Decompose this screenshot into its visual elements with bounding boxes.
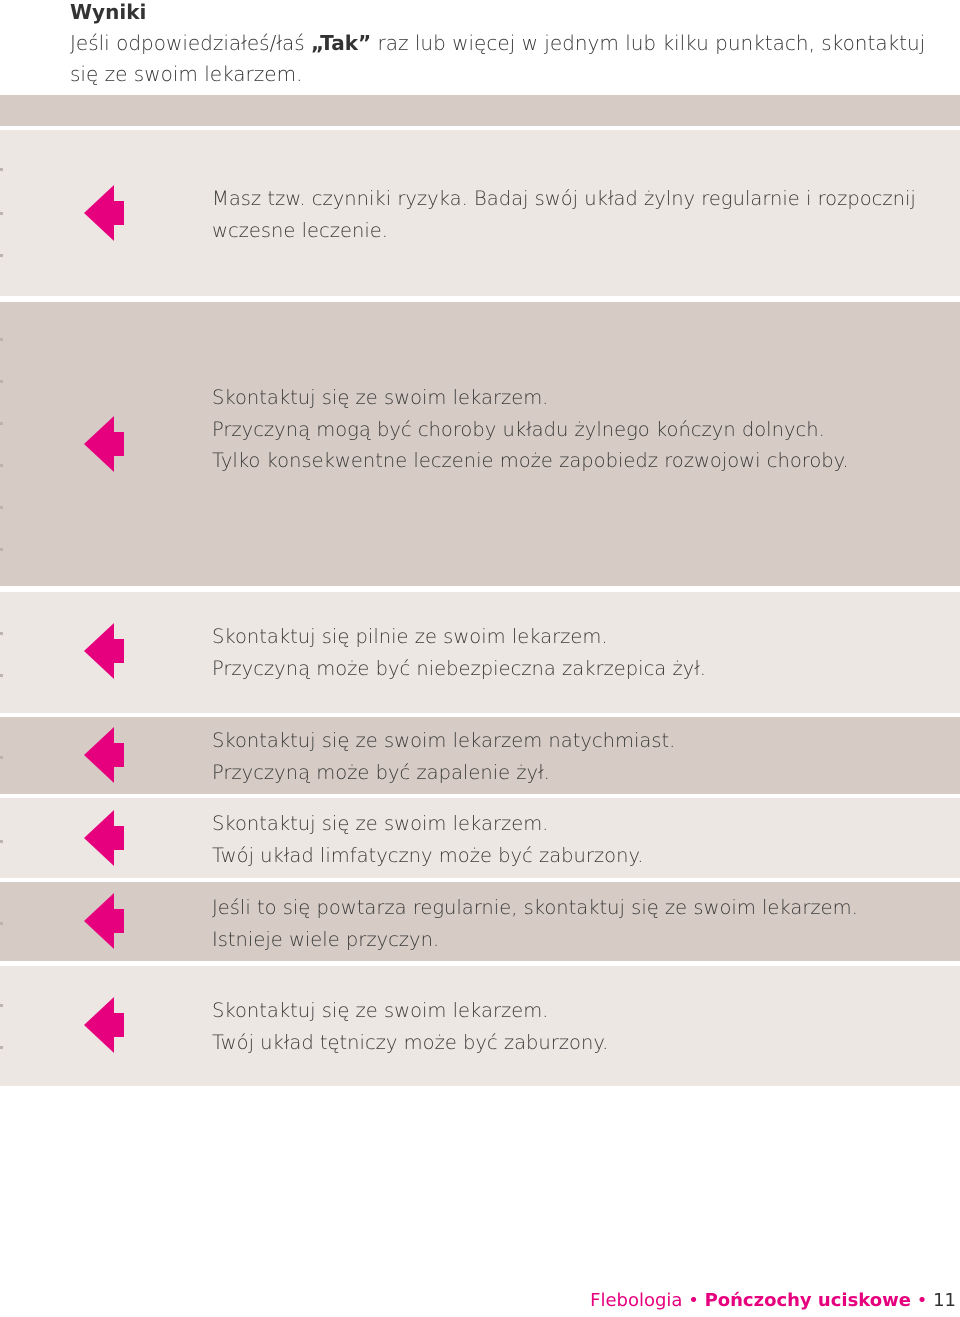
intro-section bbox=[70, 0, 950, 90]
edge-dot bbox=[0, 922, 3, 925]
result-text-7: Skontaktuj się ze swoim lekarzem. Twój układ tętniczy może być zaburzony. bbox=[212, 999, 609, 1054]
yes-emphasis: „Tak” bbox=[311, 31, 372, 55]
edge-dot bbox=[0, 548, 3, 551]
edge-dot bbox=[0, 1046, 3, 1049]
edge-dot bbox=[0, 254, 3, 257]
result-text-4: Skontaktuj się ze swoim lekarzem natychmiast. Przyczyną może być zapalenie żył. bbox=[212, 729, 676, 784]
edge-dot bbox=[0, 338, 3, 341]
intro-text: Jeśli odpowiedziałeś/łaś „Tak” raz lub więcej w jednym lub kilku punktach, skontaktuj się ze swoim lekarzem. bbox=[70, 31, 926, 86]
arrow-left-icon bbox=[84, 810, 124, 866]
result-text-5: Skontaktuj się ze swoim lekarzem. Twój układ limfatyczny może być zaburzony. bbox=[212, 812, 644, 867]
edge-dot bbox=[0, 422, 3, 425]
arrow-left-icon bbox=[84, 416, 124, 472]
edge-dot bbox=[0, 756, 3, 759]
result-text-3: Skontaktuj się pilnie ze swoim lekarzem. Przyczyną może być niebezpieczna zakrzepica żył. bbox=[212, 625, 706, 680]
arrow-left-icon bbox=[84, 623, 124, 679]
arrow-left-icon bbox=[84, 893, 124, 949]
edge-dot bbox=[0, 674, 3, 677]
edge-dot bbox=[0, 464, 3, 467]
edge-dot bbox=[0, 632, 3, 635]
edge-dot bbox=[0, 506, 3, 509]
arrow-left-icon bbox=[84, 997, 124, 1053]
page-footer bbox=[590, 1289, 956, 1313]
result-text-6: Jeśli to się powtarza regularnie, skontaktuj się ze swoim lekarzem. Istnieje wiele przyczyn. bbox=[212, 896, 858, 951]
edge-dot bbox=[0, 212, 3, 215]
page-number: 11 bbox=[933, 1290, 956, 1311]
band-top bbox=[0, 95, 960, 126]
result-text-1: Masz tzw. czynniki ryzyka. Badaj swój układ żylny regularnie i rozpocznij wczesne leczenie. bbox=[212, 187, 916, 242]
arrow-left-icon bbox=[84, 185, 124, 241]
footer-title: Pończochy uciskowe bbox=[704, 1290, 911, 1311]
edge-dot bbox=[0, 840, 3, 843]
arrow-left-icon bbox=[84, 727, 124, 783]
edge-dot bbox=[0, 1004, 3, 1007]
footer-bullet: • bbox=[916, 1290, 928, 1311]
results-heading: Wyniki bbox=[70, 0, 147, 24]
footer-section: Flebologia bbox=[590, 1290, 683, 1311]
edge-dot bbox=[0, 380, 3, 383]
edge-dot bbox=[0, 168, 3, 171]
footer-bullet: • bbox=[688, 1290, 699, 1311]
result-text-2: Skontaktuj się ze swoim lekarzem. Przyczyną mogą być choroby układu żylnego kończyn dolnych. Tylko konsekwentne leczenie może zapobiedz rozwojowi choroby. bbox=[212, 386, 849, 472]
